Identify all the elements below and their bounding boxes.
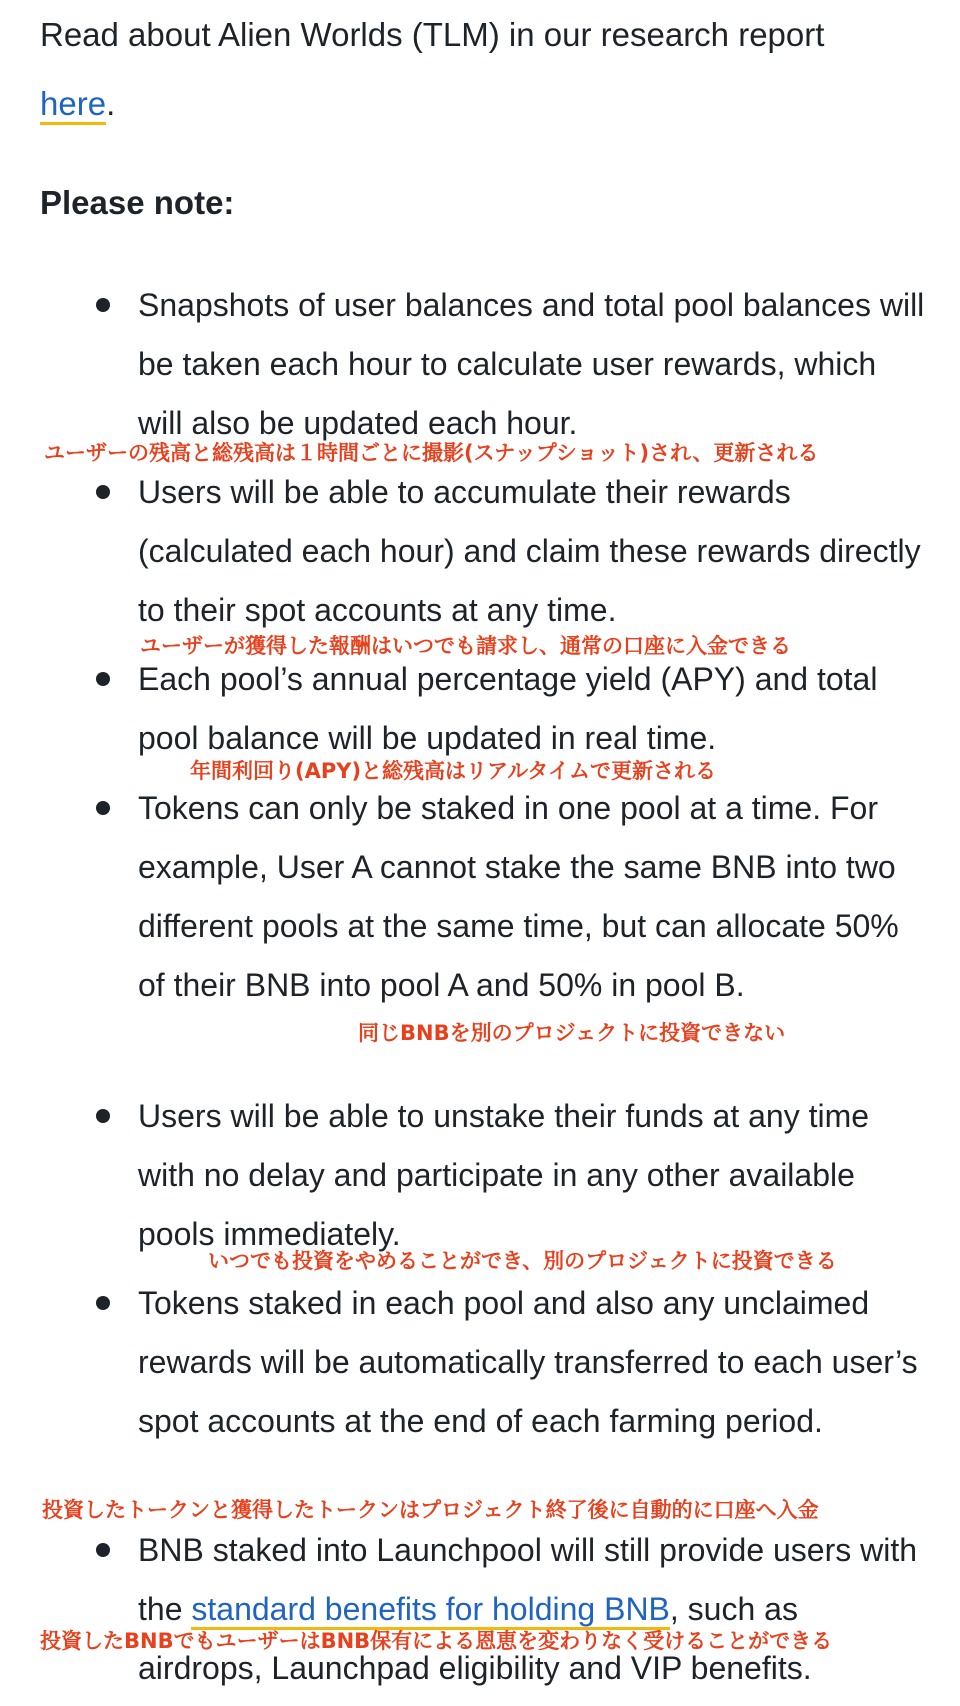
bullet-dot-icon [96,298,110,312]
bullet-text [138,1521,928,1698]
research-report-intro [40,0,920,138]
research-report-link[interactable]: here [40,85,106,125]
bullet-text: Each pool’s annual percentage yield (APY) and total pool balance will be updated in real time. [138,661,878,756]
bullet-text: Tokens staked in each pool and also any unclaimed rewards will be automatically transferred to each user’s spot accounts at the end of each farming period. [138,1285,918,1439]
intro-text: Read about Alien Worlds (TLM) in our research report [40,16,825,53]
bullet-dot-icon [96,1109,110,1123]
bnb-benefits-text-before: BNB staked into Launchpool will still provide users with the [138,1532,918,1627]
standard-benefits-link[interactable]: standard benefits for holding BNB [191,1591,670,1630]
bullet-dot-icon [96,801,110,815]
bullet-dot-icon [96,672,110,686]
bullet-text: Snapshots of user balances and total pool balances will be taken each hour to calculate user rewards, which will also be updated each hour. [138,287,925,441]
annotation-auto-transfer: 投資したトークンと獲得したトークンはプロジェクト終了後に自動的に口座へ入金 [42,1498,819,1522]
please-note-heading: Please note: [40,184,235,221]
bullet-text: Tokens can only be staked in one pool at a time. For example, User A cannot stake the same BNB into two different pools at the same time, but can allocate 50% of their BNB into pool A and 50% in pool B. [138,790,899,1003]
bullet-dot-icon [96,1296,110,1310]
annotation-one-pool: 同じBNBを別のプロジェクトに投資できない [358,1021,786,1045]
annotation-unstake: いつでも投資をやめることができ、別のプロジェクトに投資できる [208,1249,837,1273]
bnb-benefits-text-after: , such as airdrops, Launchpad eligibility and VIP benefits. [138,1591,812,1686]
annotation-bnb-benefits: 投資したBNBでもユーザーはBNB保有による恩恵を変わりなく受けることができる [40,1629,833,1653]
bullet-dot-icon [96,1543,110,1557]
intro-period: . [106,85,116,122]
bullet-text: Users will be able to unstake their funds at any time with no delay and participate in any other available pools immediately. [138,1098,870,1252]
annotation-snapshot: ユーザーの残高と総残高は１時間ごとに撮影(スナップショット)され、更新される [44,441,819,465]
bullet-dot-icon [96,485,110,499]
annotation-apy: 年間利回り(APY)と総残高はリアルタイムで更新される [190,759,716,783]
annotation-claim-rewards: ユーザーが獲得した報酬はいつでも請求し、通常の口座に入金できる [140,634,791,658]
bullet-text: Users will be able to accumulate their rewards (calculated each hour) and claim these rewards directly to their spot accounts at any time. [138,474,921,628]
